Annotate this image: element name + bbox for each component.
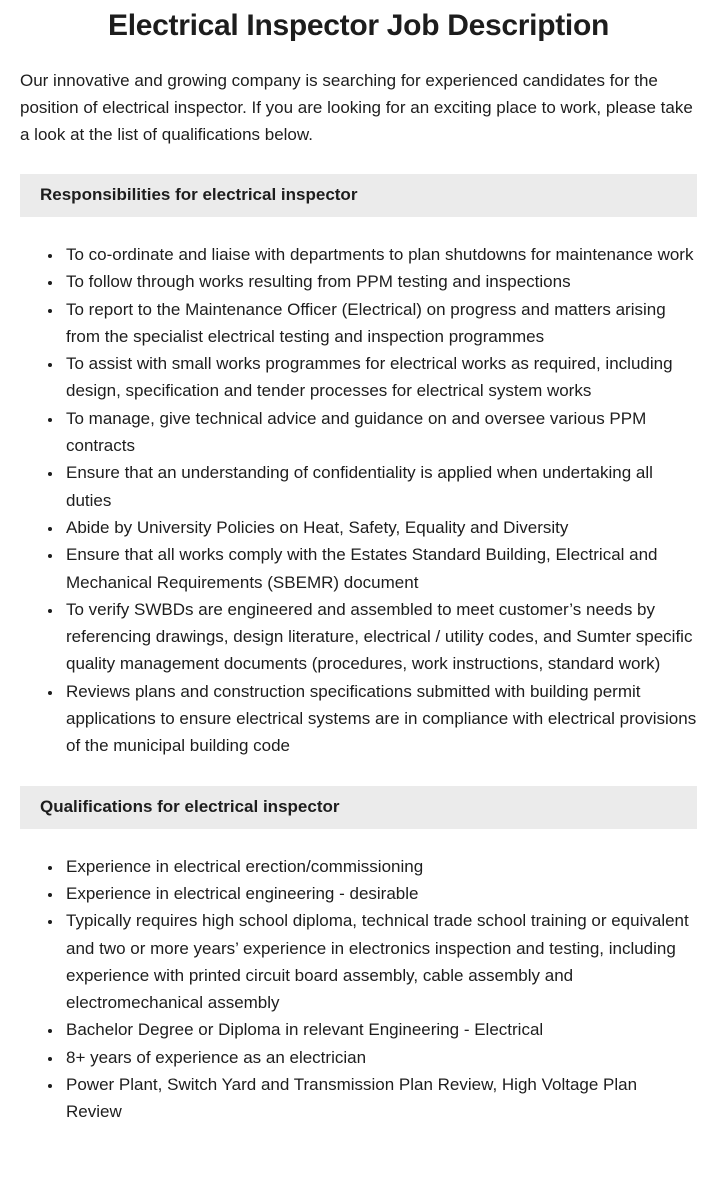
section-header-responsibilities: Responsibilities for electrical inspector <box>20 174 697 217</box>
page-title: Electrical Inspector Job Description <box>107 9 610 42</box>
list-item: • To co-ordinate and liaise with departments to plan shutdowns for maintenance work <box>63 241 697 268</box>
list-item: • Power Plant, Switch Yard and Transmission Plan Review, High Voltage Plan Review <box>63 1071 697 1126</box>
list-item: • Ensure that all works comply with the Estates Standard Building, Electrical and Mechanical Requirements (SBEMR) document <box>63 541 697 596</box>
qualifications-list <box>20 853 697 1126</box>
list-item: • Experience in electrical erection/commissioning <box>63 853 697 880</box>
list-item: • To assist with small works programmes for electrical works as required, including design, specification and tender processes for electrical system works <box>63 350 697 405</box>
list-item: • Typically requires high school diploma, technical trade school training or equivalent and two or more years’ experience in electronics inspection and testing, including experience with printed circuit board assembly, cable assembly and electromechanical assembly <box>63 907 697 1016</box>
list-item: • To verify SWBDs are engineered and assembled to meet customer’s needs by referencing drawings, design literature, electrical / utility codes, and Sumter specific quality management documents (procedures, work instructions, standard work) <box>63 596 697 678</box>
section-header-qualifications: Qualifications for electrical inspector <box>20 786 697 829</box>
list-item: • To report to the Maintenance Officer (Electrical) on progress and matters arising from the specialist electrical testing and inspection programmes <box>63 296 697 351</box>
list-item: • To follow through works resulting from PPM testing and inspections <box>63 268 697 295</box>
list-item: • Reviews plans and construction specifications submitted with building permit applications to ensure electrical systems are in compliance with electrical provisions of the municipal building code <box>63 678 697 760</box>
list-item: • Experience in electrical engineering - desirable <box>63 880 697 907</box>
list-item: • Bachelor Degree or Diploma in relevant Engineering - Electrical <box>63 1016 697 1043</box>
list-item: • Abide by University Policies on Heat, Safety, Equality and Diversity <box>63 514 697 541</box>
intro-paragraph: Our innovative and growing company is searching for experienced candidates for the position of electrical inspector. If you are looking for an exciting place to work, please take a look at the list of qualifications below. <box>20 71 693 144</box>
list-item: • 8+ years of experience as an electrician <box>63 1044 697 1071</box>
list-item: • Ensure that an understanding of confidentiality is applied when undertaking all duties <box>63 459 697 514</box>
list-item: • To manage, give technical advice and guidance on and oversee various PPM contracts <box>63 405 697 460</box>
responsibilities-list <box>20 241 697 760</box>
